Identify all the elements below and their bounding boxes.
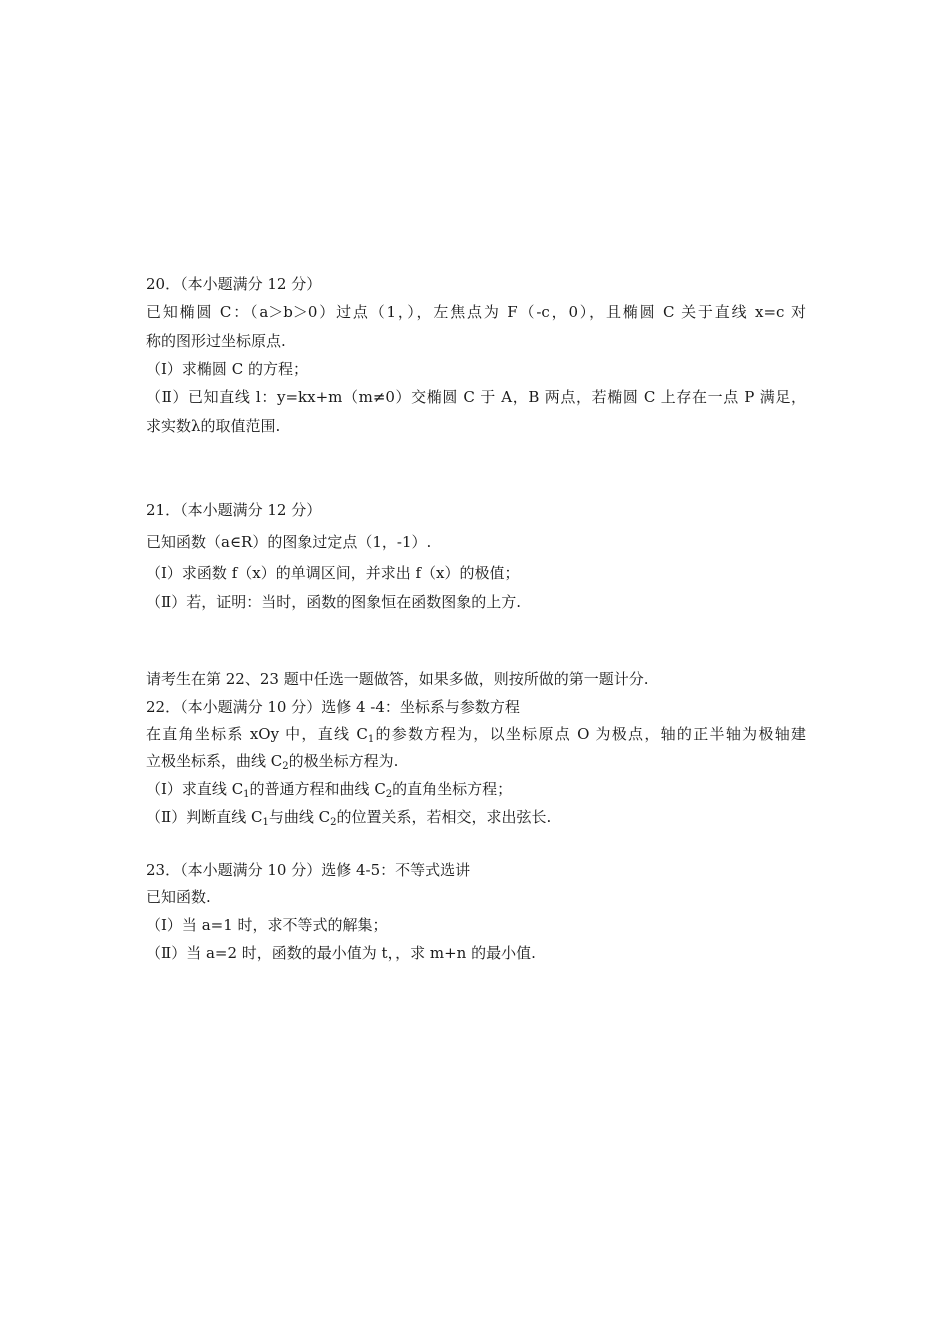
q21-stem: 已知函数（a∈R）的图象过定点（1，-1）. — [146, 533, 432, 551]
q22-part2: （Ⅱ）判断直线 $C_1$与曲线 $C_2$的位置关系，若相交，求出弦长. — [146, 808, 552, 828]
q20-part2-line1: （Ⅱ）已知直线 l：y=kx+m（m≠0）交椭圆 C 于 A，B 两点，若椭圆 C 上存在一点 P 满足， — [146, 388, 806, 406]
q22-header: 22．（本小题满分 10 分）选修 4 -4：坐标系与参数方程 — [146, 698, 520, 716]
q20-header: 20．（本小题满分 12 分） — [146, 275, 322, 293]
q21-part1: （I）求函数 f（x）的单调区间，并求出 f（x）的极值； — [146, 564, 520, 582]
q21-header: 21．（本小题满分 12 分） — [146, 501, 322, 519]
q23-part2: （Ⅱ）当 a=2 时，函数的最小值为 t，，求 m+n 的最小值. — [146, 944, 536, 962]
elective-instruction: 请考生在第 22、23 题中任选一题做答，如果多做，则按所做的第一题计分. — [146, 670, 649, 688]
q20-part1: （I）求椭圆 C 的方程； — [146, 360, 308, 378]
q21-part2: （Ⅱ）若，证明：当时，函数的图象恒在函数图象的上方. — [146, 593, 521, 611]
q22-part1: （I）求直线 $C_1$的普通方程和曲线 $C_2$的直角坐标方程； — [146, 780, 513, 800]
q23-part1: （I）当 a=1 时，求不等式的解集； — [146, 916, 388, 934]
q23-header: 23．（本小题满分 10 分）选修 4-5：不等式选讲 — [146, 861, 471, 879]
q23-stem: 已知函数. — [146, 888, 211, 906]
q22-stem-line2: 立极坐标系，曲线 $C_2$的极坐标方程为. — [146, 752, 399, 772]
q20-stem-line2: 称的图形过坐标原点. — [146, 332, 286, 350]
q20-part2-line2: 求实数λ的取值范围. — [146, 417, 281, 435]
q20-stem-line1: 已知椭圆 C：（a＞b＞0）过点（1，），左焦点为 F（-c，0），且椭圆 C 关于直线 x=c 对 — [146, 303, 806, 321]
q22-stem-line1: 在直角坐标系 xOy 中，直线 $C_1$的参数方程为，以坐标原点 O 为极点，轴的正半轴为极轴建 — [146, 725, 806, 745]
